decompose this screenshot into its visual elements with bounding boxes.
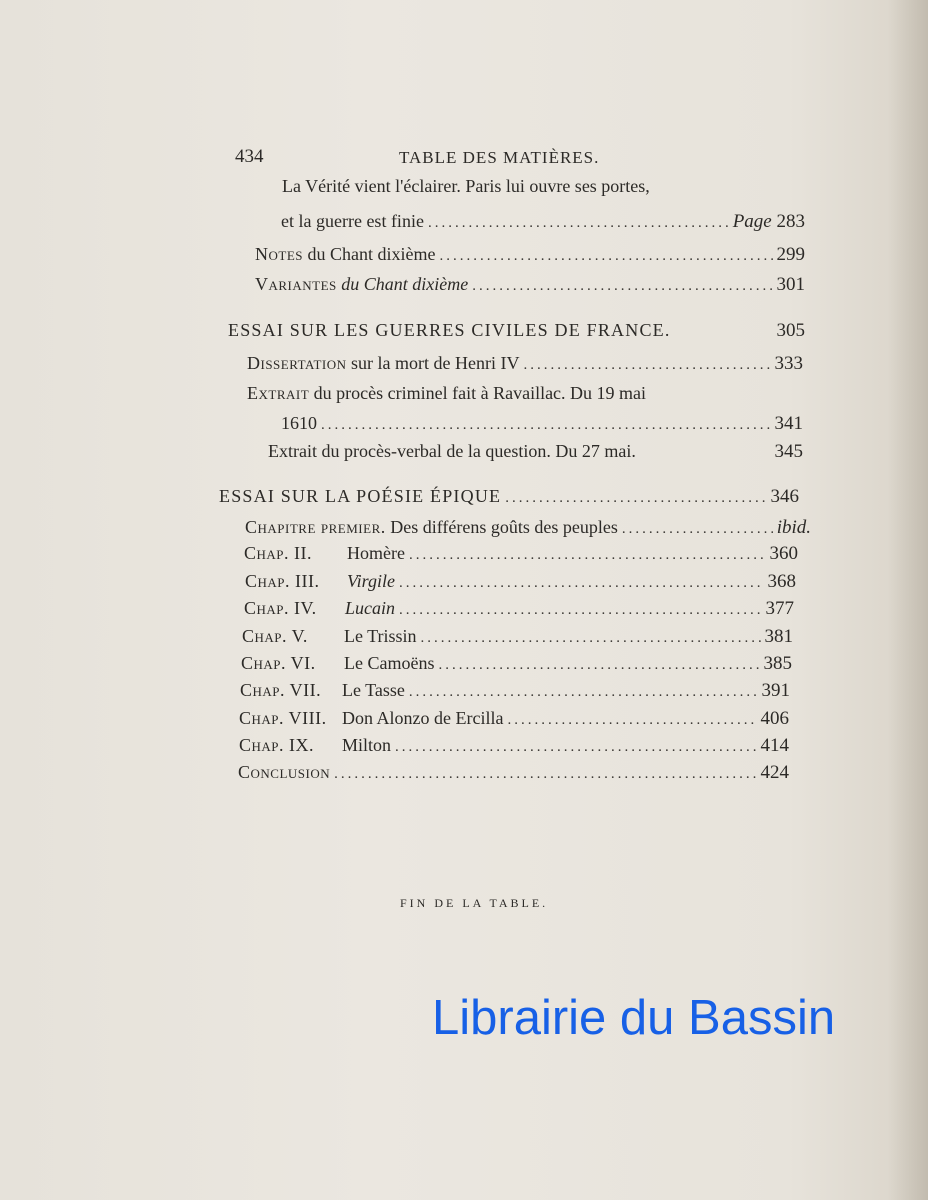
chapter-lead: Chap. III. [245, 571, 320, 591]
toc-entry [268, 441, 803, 467]
chapter-title: Le Tasse [342, 680, 405, 700]
leader-dots [439, 248, 772, 265]
chapter-page-ref: 381 [764, 626, 793, 647]
toc-entry-text [247, 353, 519, 374]
chapter-lead: Chap. VI. [241, 653, 316, 673]
chapter-title: Don Alonzo de Ercilla [342, 708, 504, 728]
section-title: ESSAI SUR LA POÉSIE ÉPIQUE [219, 486, 502, 506]
chapter-entry [245, 571, 796, 597]
page-number: 434 [235, 146, 264, 167]
toc-entry [255, 244, 805, 270]
toc-entry [247, 383, 646, 404]
chapter-page-ref: 424 [760, 762, 789, 783]
chapter-text [244, 543, 405, 564]
toc-page-ref: 299 [776, 244, 805, 265]
chapter-text [245, 517, 618, 538]
chapter-lead: Chap. VII. [240, 680, 322, 700]
chapter-title: Milton [342, 735, 392, 755]
chapter-entry [239, 735, 789, 761]
chapter-lead: Chapitre premier. [245, 517, 386, 537]
leader-dots [428, 215, 729, 232]
chapter-title: Le Trissin [344, 626, 417, 646]
leader-dots [409, 547, 766, 564]
chapter-lead: Chap. II. [244, 543, 313, 563]
chapter-page-ref: 385 [763, 653, 792, 674]
toc-page-ref: 341 [774, 413, 803, 434]
toc-entry-rest: du Chant dixième [303, 244, 436, 264]
leader-dots [399, 602, 761, 619]
toc-page-ref: 345 [774, 441, 803, 462]
chapter-text [241, 653, 434, 674]
page-edge-shadow [888, 0, 928, 1200]
chapter-entry [238, 762, 789, 788]
toc-entry-text [282, 176, 650, 197]
toc-entry-lead: Dissertation [247, 353, 347, 373]
chapter-page-ref: ibid. [776, 517, 811, 538]
page-label: Page [732, 211, 772, 232]
toc-entry [247, 353, 803, 379]
toc-entry-text [255, 274, 468, 295]
watermark-text: Librairie du Bassin [432, 991, 836, 1045]
section-heading [219, 486, 799, 512]
chapter-entry [240, 680, 790, 706]
leader-dots [399, 575, 764, 592]
toc-entry-text: 1610 [281, 413, 317, 433]
leader-dots [438, 657, 759, 674]
toc-entry-text: Extrait du procès-verbal de la question. Du 27 mai. [268, 441, 636, 461]
leader-dots [507, 712, 756, 729]
toc-entry-lead: Notes [255, 244, 303, 264]
toc-entry [281, 211, 805, 237]
chapter-page-ref: 377 [765, 598, 794, 619]
chapter-page-ref: 360 [769, 543, 798, 564]
toc-entry-rest: du Chant dixième [336, 274, 469, 294]
chapter-entry [244, 598, 794, 624]
chapter-lead: Chap. V. [242, 626, 308, 646]
running-title: TABLE DES MATIÈRES. [399, 148, 600, 167]
leader-dots [505, 490, 766, 507]
toc-page-ref: 301 [776, 274, 805, 295]
leader-dots [409, 684, 758, 701]
toc-entry-text [255, 244, 435, 265]
chapter-text [245, 571, 395, 592]
chapter-lead: Chap. IX. [239, 735, 315, 755]
toc-entry-rest: sur la mort de Henri IV [346, 353, 520, 373]
leader-dots [622, 521, 773, 538]
chapter-entry [244, 543, 798, 569]
leader-dots [421, 630, 761, 647]
chapter-text [242, 626, 417, 647]
chapter-entry [241, 653, 792, 679]
section-page-ref: 346 [770, 486, 799, 507]
chapter-text [244, 598, 395, 619]
leader-dots [321, 417, 771, 434]
chapter-entry [242, 626, 793, 652]
leader-dots [523, 357, 770, 374]
section-heading [228, 320, 805, 346]
toc-page-ref [733, 211, 805, 233]
chapter-entry [239, 708, 789, 734]
section-title: ESSAI SUR LES GUERRES CIVILES DE FRANCE. [228, 320, 671, 340]
chapter-text [240, 680, 405, 701]
toc-entry-lead: Variantes [255, 274, 337, 294]
toc-entry-line: La Vérité vient l'éclairer. Paris lui ouvre ses portes, [282, 176, 650, 196]
page-header [235, 146, 655, 174]
chapter-page-ref: 368 [767, 571, 796, 592]
chapter-text [239, 735, 391, 756]
leader-dots [472, 278, 772, 295]
toc-entry [255, 274, 805, 300]
chapter-title: Lucain [345, 598, 396, 618]
section-page-ref: 305 [776, 320, 805, 341]
chapter-lead: Chap. IV. [244, 598, 317, 618]
toc-entry-text: et la guerre est finie [281, 211, 424, 231]
toc-entry [281, 413, 803, 439]
chapter-text [238, 762, 330, 783]
chapter-title: Le Camoëns [344, 653, 435, 673]
chapter-entry [245, 517, 811, 543]
chapter-title: Virgile [347, 571, 395, 591]
chapter-title: Des différens goûts des peuples [385, 517, 618, 537]
chapter-text [239, 708, 503, 729]
chapter-title: Homère [347, 543, 405, 563]
leader-dots [334, 766, 756, 783]
chapter-page-ref: 391 [761, 680, 790, 701]
toc-page-ref: 333 [774, 353, 803, 374]
end-of-table-text: FIN DE LA TABLE. [400, 896, 549, 910]
chapter-page-ref: 414 [760, 735, 789, 756]
toc-entry-rest: du procès criminel fait à Ravaillac. Du 19 mai [309, 383, 647, 403]
leader-dots [395, 739, 756, 756]
chapter-lead: Chap. VIII. [239, 708, 327, 728]
chapter-lead: Conclusion [238, 762, 331, 782]
page-number-ref: 283 [776, 211, 805, 232]
chapter-page-ref: 406 [760, 708, 789, 729]
toc-entry-lead: Extrait [247, 383, 310, 403]
